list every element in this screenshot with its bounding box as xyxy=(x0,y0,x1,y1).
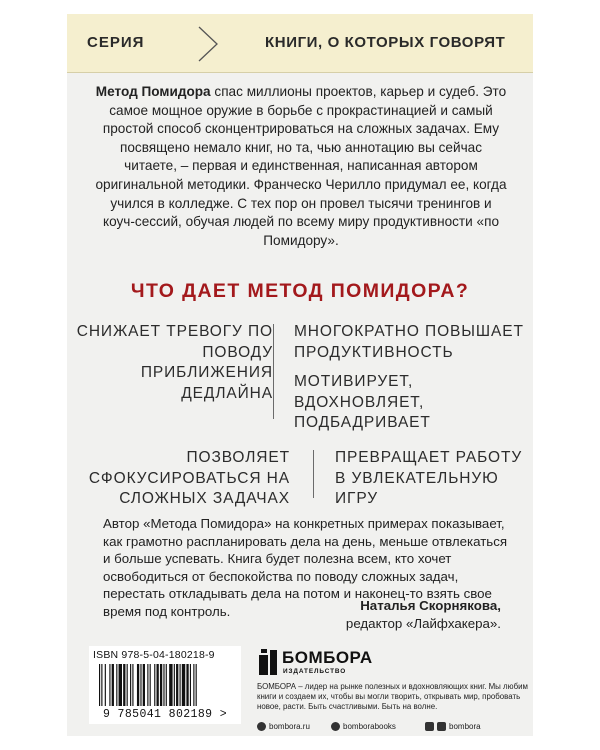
series-band xyxy=(67,14,533,73)
isbn-block xyxy=(89,646,241,724)
vk-icon xyxy=(331,722,340,731)
intro-paragraph xyxy=(95,83,507,250)
barcode xyxy=(95,664,235,708)
bombora-logo-icon xyxy=(257,646,279,676)
intro-text: спас миллионы проектов, карьер и судеб. Это самое мощное оружие в борьбе с прокрастинацией и самый простой способ сконцентрироваться на сложных задачах. Ему посвящено немало книг, но та, чью аннотацию вы сейчас читаете, – первая и единственная, написанная автором оригинальной методики. Франческо Черилло придумал ее, когда учился в колледже. С тех пор он провел тысячи тренингов и коуч-сессий, обучая людей по всему миру продуктивности «по Помидору». xyxy=(95,84,507,248)
series-title: КНИГИ, О КОТОРЫХ ГОВОРЯТ xyxy=(265,34,506,51)
benefit-game: ПРЕВРАЩАЕТ РАБОТУ В УВЛЕКАТЕЛЬНУЮ ИГРУ xyxy=(335,449,523,507)
social-vk[interactable]: bomborabooks xyxy=(331,722,396,731)
isbn-label: ISBN 978-5-04-180218-9 xyxy=(93,649,215,661)
series-label: СЕРИЯ xyxy=(87,34,145,51)
benefit-focus: ПОЗВОЛЯЕТ СФОКУСИРОВАТЬСЯ НА СЛОЖНЫХ ЗАДАЧАХ xyxy=(88,449,290,507)
benefit-increases-productivity: МНОГОКРАТНО ПОВЫШАЕТ ПРОДУКТИВНОСТЬ xyxy=(294,323,524,361)
social-website[interactable]: bombora.ru xyxy=(257,722,310,731)
divider-line xyxy=(313,450,314,498)
book-back-cover xyxy=(67,14,533,736)
benefit-motivates: МОТИВИРУЕТ, ВДОХНОВЛЯЕТ, ПОДБАДРИВАЕТ xyxy=(294,373,431,431)
section-heading: ЧТО ДАЕТ МЕТОД ПОМИДОРА? xyxy=(130,280,470,302)
benefit-reduces-anxiety: СНИЖАЕТ ТРЕВОГУ ПО ПОВОДУ ПРИБЛИЖЕНИЯ ДЕДЛАЙНА xyxy=(76,323,273,402)
telegram-icon xyxy=(425,722,434,731)
social-messenger[interactable]: bombora xyxy=(425,722,481,731)
publisher-blurb: БОМБОРА – лидер на рынке полезных и вдохновляющих книг. Мы любим книги и создаем их, чтобы вы могли творить, открывать мир, пробовать новое, расти. Быть счастливыми. Быть на волне. xyxy=(257,682,528,712)
intro-bold-lead: Метод Помидора xyxy=(95,84,211,99)
chevron-right-icon xyxy=(187,25,227,63)
publisher-logo-name: БОМБОРА xyxy=(282,648,373,667)
about-paragraph: Автор «Метода Помидора» на конкретных примерах показывает, как грамотно распланировать дела на день, меньше отвлекаться и больше успевать. Книга будет полезна всем, кто хочет освободиться от беспокойства по поводу сложных задач, перестать откладывать дела на потом и наконец-то взять свое время под контроль. xyxy=(103,516,508,619)
divider-line xyxy=(273,324,274,419)
globe-icon xyxy=(257,722,266,731)
social-links xyxy=(257,722,529,734)
reviewer-name: Наталья Скорнякова, xyxy=(360,598,501,613)
youtube-icon xyxy=(437,722,446,731)
barcode-number: 9 785041 802189 > xyxy=(102,708,228,721)
reviewer-role: редактор «Лайфхакера». xyxy=(345,615,501,631)
publisher-logo-sub: ИЗДАТЕЛЬСТВО xyxy=(283,668,347,675)
reviewer-signature xyxy=(346,597,501,632)
